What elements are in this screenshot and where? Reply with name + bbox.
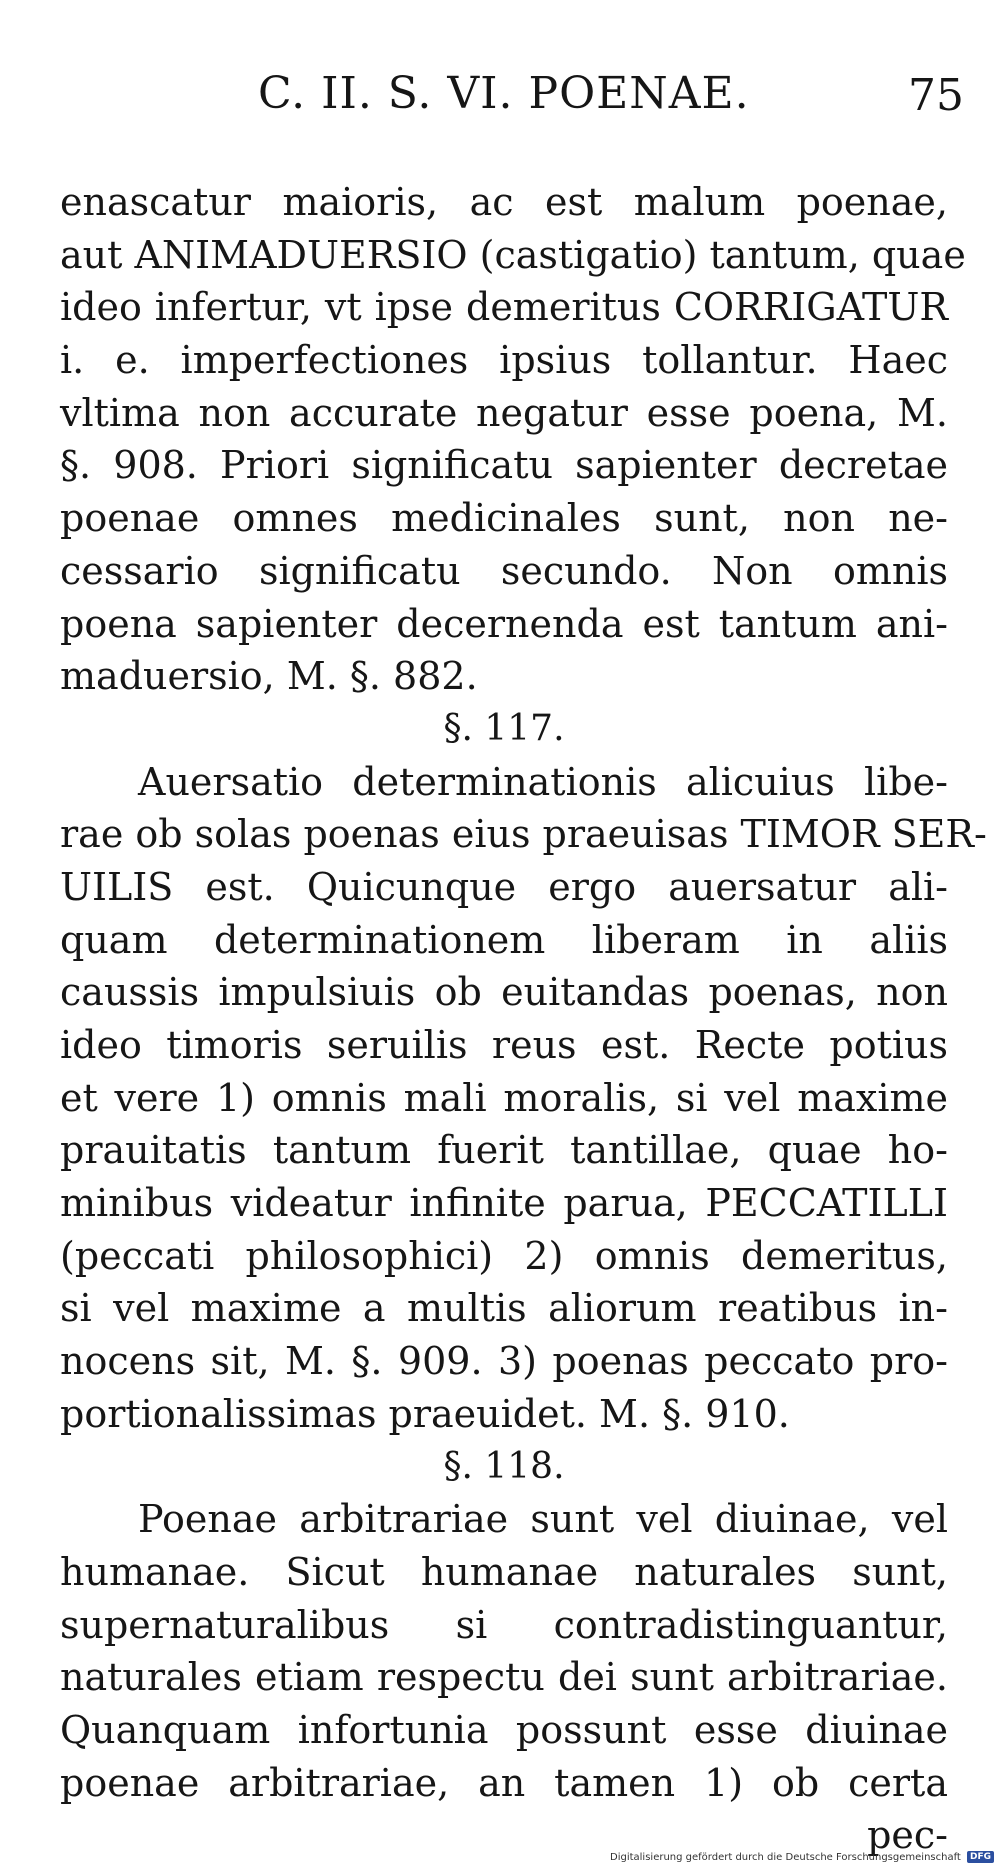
catchword: pec- [867,1813,948,1858]
section-heading-118: §. 118. [443,1445,565,1487]
text-line: UILIS est. Quicunque ergo auersatur ali- [60,864,948,909]
text-line: poenae omnes medicinales sunt, non ne- [60,496,948,541]
text-line: ideo infertur, vt ipse demeritus CORRIGATUR [60,285,948,330]
text-line: ideo timoris seruilis reus est. Recte potius [60,1023,948,1067]
text-line: et vere 1) omnis mali moralis, si vel maxime [60,1075,948,1120]
text-line: Poenae arbitrariae sunt vel diuinae, vel [138,1497,948,1542]
text-line: portionalissimas praeuidet. M. §. 910. [60,1391,790,1436]
text-line: (peccati philosophici) 2) omnis demeritus, [60,1233,948,1278]
text-line: vltima non accurate negatur esse poena, M. [60,390,948,435]
running-title: C. II. S. VI. POENAE. [258,68,750,119]
text-line: Quanquam infortunia possunt esse diuinae [60,1707,948,1752]
text-line: §. 908. Priori significatu sapienter decretae [60,443,948,488]
text-line: caussis impulsiuis ob euitandas poenas, non [60,970,948,1015]
text-line: supernaturalibus si contradistinguantur, [60,1602,948,1647]
text-line: minibus videatur infinite parua, PECCATILLI [60,1181,948,1226]
text-line: i. e. imperfectiones ipsius tollantur. Haec [60,338,948,383]
text-line: nocens sit, M. §. 909. 3) poenas peccato pro- [60,1339,948,1384]
text-line: humanae. Sicut humanae naturales sunt, [60,1549,948,1594]
section-heading-117: §. 117. [443,707,565,749]
footer-text: Digitalisierung gefördert durch die Deutsche Forschungsgemeinschaft [610,1852,961,1863]
page-header [0,68,1000,128]
text-line: rae ob solas poenas eius praeuisas TIMOR SER- [60,812,987,857]
text-line: prauitatis tantum fuerit tantillae, quae ho- [60,1128,948,1173]
text-line: si vel maxime a multis aliorum reatibus in- [60,1286,948,1331]
digitization-footer [610,1851,1000,1865]
page-number: 75 [908,70,964,121]
text-line: Auersatio determinationis alicuius libe- [138,759,948,804]
dfg-logo: DFG [967,1851,994,1863]
text-line: maduersio, M. §. 882. [60,654,478,699]
text-line: poenae arbitrariae, an tamen 1) ob certa [60,1760,948,1805]
text-line: naturales etiam respectu dei sunt arbitrariae. [60,1655,948,1700]
text-line: quam determinationem liberam in aliis [60,917,948,962]
text-line: cessario significatu secundo. Non omnis [60,548,948,593]
text-line: poena sapienter decernenda est tantum ani- [60,601,948,646]
text-line: aut ANIMADUERSIO (castigatio) tantum, quae [60,232,966,277]
text-line: enascatur maioris, ac est malum poenae, [60,180,948,224]
